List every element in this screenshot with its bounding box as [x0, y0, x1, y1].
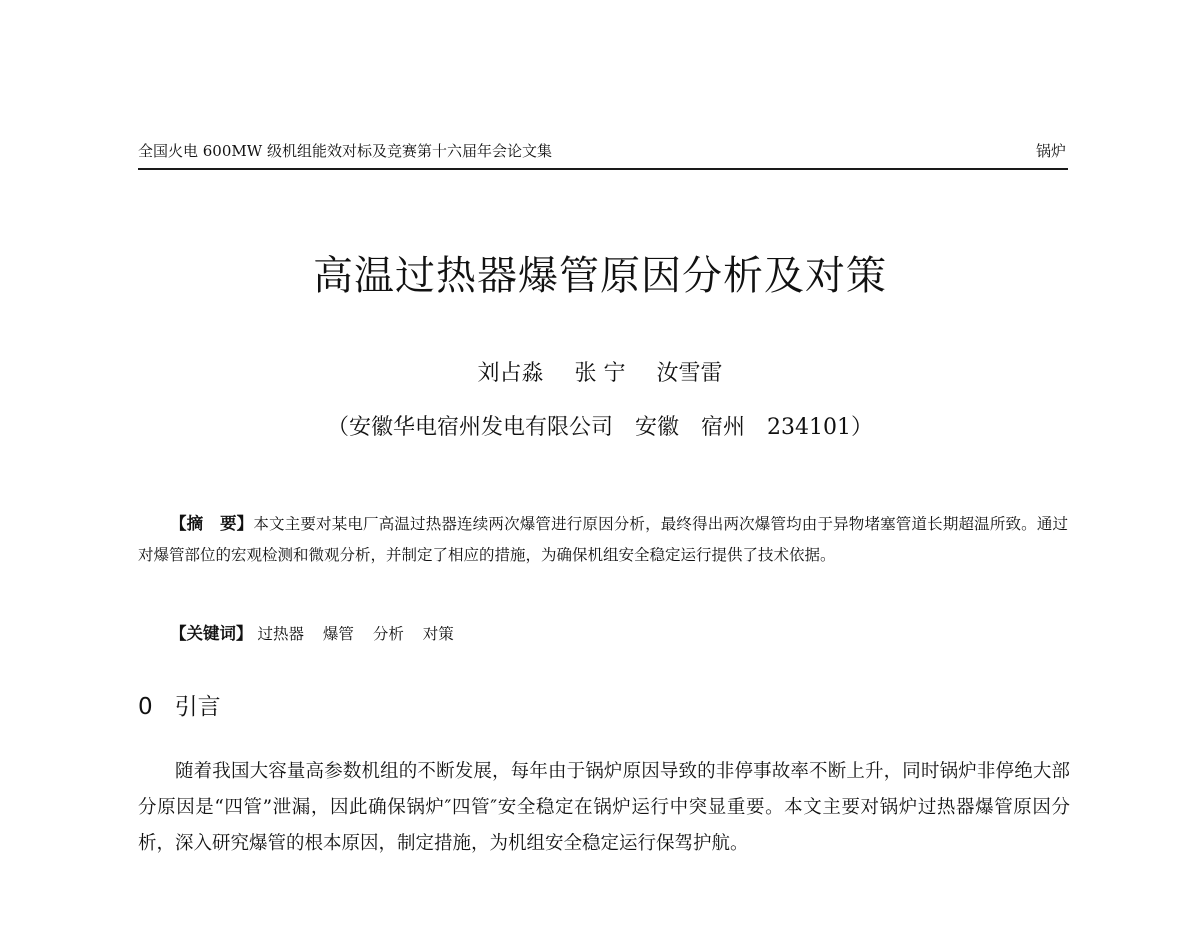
journal-title: 全国火电 600MW 级机组能效对标及竞赛第十六届年会论文集 — [138, 142, 552, 160]
abstract-label: 【摘 要】 — [170, 514, 254, 533]
keywords — [170, 620, 468, 644]
keywords-label: 【关键词】 — [170, 624, 253, 643]
paper-title: 高温过热器爆管原因分析及对策 — [313, 253, 887, 299]
keyword: 分析 — [372, 625, 404, 643]
author-list — [0, 356, 1200, 387]
author-1: 刘占淼 — [477, 361, 544, 386]
abstract-text: 本文主要对某电厂高温过热器连续两次爆管进行原因分析，最终得出两次爆管均由于异物堵塞管道长期超温所致。通过对爆管部位的宏观检测和微观分析，并制定了相应的措施，为确保机组安全稳定运行提供了技术依据。 — [138, 515, 1069, 564]
section-title: 引言 — [174, 694, 221, 720]
abstract — [138, 508, 1068, 571]
keyword: 爆管 — [322, 625, 354, 643]
section-name: 锅炉 — [1035, 142, 1066, 160]
section-number: 0 — [138, 694, 153, 720]
keyword: 对策 — [422, 625, 454, 643]
author-3: 汝雪雷 — [656, 361, 723, 386]
affiliation: （安徽华电宿州发电有限公司 安徽 宿州 234101） — [327, 415, 873, 440]
intro-paragraph: 随着我国大容量高参数机组的不断发展，每年由于锅炉原因导致的非停事故率不断上升，同时锅炉非停绝大部分原因是“四管”泄漏，因此确保锅炉″四管″安全稳定在锅炉运行中突显重要。本文主要对锅炉过热器爆管原因分析，深入研究爆管的根本原因，制定措施，为机组安全稳定运行保驾护航。 — [138, 761, 1070, 854]
author-2: 张 宁 — [574, 361, 626, 386]
keyword: 过热器 — [257, 625, 304, 643]
running-header — [138, 138, 1068, 170]
section-heading — [138, 688, 221, 721]
